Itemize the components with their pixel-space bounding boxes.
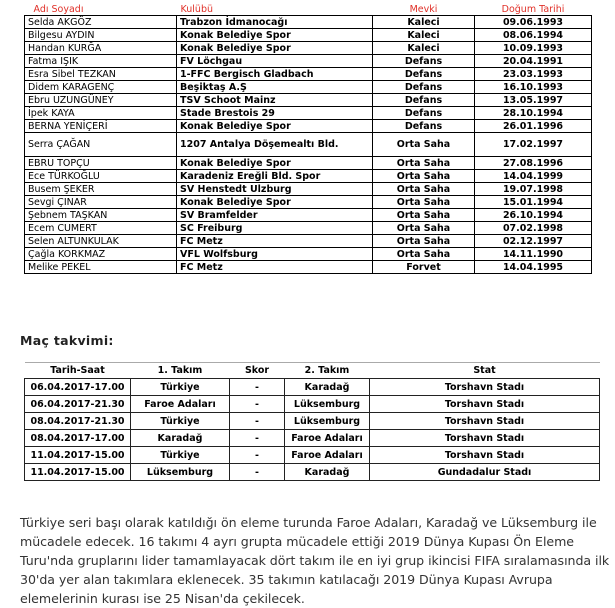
- player-club: SV Henstedt Ulzburg: [177, 183, 373, 196]
- fixture-venue: Torshavn Stadı: [370, 379, 600, 396]
- player-position: Defans: [373, 94, 475, 107]
- fixture-team2: Faroe Adaları: [285, 447, 370, 464]
- player-birth-date: 07.02.1998: [475, 222, 592, 235]
- player-birth-date: 14.04.1999: [475, 170, 592, 183]
- player-name: Serra ÇAĞAN: [25, 133, 177, 157]
- player-name: BERNA YENİÇERİ: [25, 120, 177, 133]
- header-team2: 2. Takım: [285, 363, 370, 379]
- fixture-team1: Lüksemburg: [131, 464, 230, 481]
- squad-row: [25, 107, 592, 120]
- fixture-team2: Lüksemburg: [285, 413, 370, 430]
- player-club: Konak Belediye Spor: [177, 29, 373, 42]
- fixture-team2: Faroe Adaları: [285, 430, 370, 447]
- player-position: Orta Saha: [373, 222, 475, 235]
- squad-row: [25, 133, 592, 157]
- player-name: Didem KARAGENÇ: [25, 81, 177, 94]
- squad-header-row: [25, 5, 592, 16]
- player-club: Konak Belediye Spor: [177, 157, 373, 170]
- player-name: Sevgi ÇINAR: [25, 196, 177, 209]
- player-club: FV Löchgau: [177, 55, 373, 68]
- player-club: 1207 Antalya Döşemealtı Bld.: [177, 133, 373, 157]
- player-birth-date: 14.04.1995: [475, 261, 592, 274]
- fixture-datetime: 11.04.2017-15.00: [25, 447, 131, 464]
- fixture-row: [25, 413, 600, 430]
- player-name: EBRU TOPÇU: [25, 157, 177, 170]
- squad-row: [25, 120, 592, 133]
- player-position: Defans: [373, 107, 475, 120]
- player-position: Kaleci: [373, 29, 475, 42]
- player-birth-date: 02.12.1997: [475, 235, 592, 248]
- squad-row: [25, 209, 592, 222]
- squad-row: [25, 94, 592, 107]
- player-club: Trabzon İdmanocağı: [177, 16, 373, 29]
- squad-row: [25, 222, 592, 235]
- player-position: Defans: [373, 55, 475, 68]
- article-paragraph: Türkiye seri başı olarak katıldığı ön eleme turunda Faroe Adaları, Karadağ ve Lüksemburg ile mücadele edecek. 16 takımı 4 ayrı grupta mücadele ettiği 2019 Dünya Kupası Ön Eleme Turu'nda gruplarını lider tamamlayacak dört takım ile en iyi grup ikincisi FIFA sıralamasında ilk 30'da yer alan takımlara eklenecek. 35 takımın katılacağı 2019 Dünya Kupası Avrupa elemelerinin kurası ise 25 Nisan'da çekilecek.: [20, 514, 610, 606]
- fixture-team2: Lüksemburg: [285, 396, 370, 413]
- fixtures-header-row: [25, 363, 600, 379]
- player-name: Melike PEKEL: [25, 261, 177, 274]
- player-name: Bilgesu AYDIN: [25, 29, 177, 42]
- fixture-venue: Torshavn Stadı: [370, 396, 600, 413]
- fixture-row: [25, 447, 600, 464]
- player-club: FC Metz: [177, 235, 373, 248]
- fixture-team1: Türkiye: [131, 379, 230, 396]
- player-birth-date: 16.10.1993: [475, 81, 592, 94]
- player-position: Kaleci: [373, 16, 475, 29]
- fixture-venue: Gundadalur Stadı: [370, 464, 600, 481]
- player-club: Konak Belediye Spor: [177, 196, 373, 209]
- player-birth-date: 20.04.1991: [475, 55, 592, 68]
- squad-row: [25, 170, 592, 183]
- player-club: Konak Belediye Spor: [177, 120, 373, 133]
- player-position: Defans: [373, 120, 475, 133]
- fixture-datetime: 06.04.2017-21.30: [25, 396, 131, 413]
- player-position: Defans: [373, 68, 475, 81]
- schedule-title: Maç takvimi:: [20, 333, 114, 348]
- fixture-team1: Türkiye: [131, 447, 230, 464]
- fixture-team2: Karadağ: [285, 379, 370, 396]
- player-birth-date: 23.03.1993: [475, 68, 592, 81]
- fixture-datetime: 08.04.2017-17.00: [25, 430, 131, 447]
- player-position: Kaleci: [373, 42, 475, 55]
- player-name: Ece TÜRKOĞLU: [25, 170, 177, 183]
- squad-row: [25, 42, 592, 55]
- player-birth-date: 13.05.1997: [475, 94, 592, 107]
- squad-row: [25, 183, 592, 196]
- fixture-score: -: [230, 464, 285, 481]
- fixture-venue: Torshavn Stadı: [370, 447, 600, 464]
- player-club: Beşiktaş A.Ş: [177, 81, 373, 94]
- squad-row: [25, 68, 592, 81]
- fixtures-table: [24, 362, 600, 481]
- player-birth-date: 28.10.1994: [475, 107, 592, 120]
- squad-table: [24, 5, 592, 274]
- player-birth-date: 26.10.1994: [475, 209, 592, 222]
- header-score: Skor: [230, 363, 285, 379]
- player-birth-date: 09.06.1993: [475, 16, 592, 29]
- header-position: Mevki: [409, 4, 438, 15]
- header-club: Kulübü: [180, 4, 213, 15]
- player-name: Esra Sibel TEZKAN: [25, 68, 177, 81]
- header-datetime: Tarih-Saat: [25, 363, 131, 379]
- player-name: İpek KAYA: [25, 107, 177, 120]
- player-birth-date: 17.02.1997: [475, 133, 592, 157]
- fixture-team1: Karadağ: [131, 430, 230, 447]
- fixture-team2: Karadağ: [285, 464, 370, 481]
- fixture-row: [25, 379, 600, 396]
- player-name: Handan KURĞA: [25, 42, 177, 55]
- player-name: Selda AKGÖZ: [25, 16, 177, 29]
- fixture-score: -: [230, 396, 285, 413]
- player-position: Orta Saha: [373, 209, 475, 222]
- player-birth-date: 26.01.1996: [475, 120, 592, 133]
- squad-row: [25, 55, 592, 68]
- player-name: Ebru UZUNGÜNEY: [25, 94, 177, 107]
- fixture-score: -: [230, 379, 285, 396]
- player-position: Orta Saha: [373, 248, 475, 261]
- header-birth-date: Doğum Tarihi: [501, 4, 565, 15]
- player-name: Selen ALTUNKULAK: [25, 235, 177, 248]
- squad-row: [25, 248, 592, 261]
- player-position: Orta Saha: [373, 157, 475, 170]
- player-birth-date: 10.09.1993: [475, 42, 592, 55]
- header-venue: Stat: [370, 363, 600, 379]
- player-position: Forvet: [373, 261, 475, 274]
- fixture-row: [25, 464, 600, 481]
- player-birth-date: 15.01.1994: [475, 196, 592, 209]
- squad-row: [25, 81, 592, 94]
- player-birth-date: 19.07.1998: [475, 183, 592, 196]
- player-name: Çağla KORKMAZ: [25, 248, 177, 261]
- player-club: SC Freiburg: [177, 222, 373, 235]
- player-position: Orta Saha: [373, 235, 475, 248]
- player-club: VFL Wolfsburg: [177, 248, 373, 261]
- player-club: Karadeniz Ereğli Bld. Spor: [177, 170, 373, 183]
- player-name: Ecem CUMERT: [25, 222, 177, 235]
- player-club: SV Bramfelder: [177, 209, 373, 222]
- player-birth-date: 14.11.1990: [475, 248, 592, 261]
- fixture-row: [25, 430, 600, 447]
- player-name: Busem ŞEKER: [25, 183, 177, 196]
- player-position: Orta Saha: [373, 170, 475, 183]
- player-birth-date: 08.06.1994: [475, 29, 592, 42]
- fixture-row: [25, 396, 600, 413]
- fixture-venue: Torshavn Stadı: [370, 413, 600, 430]
- squad-row: [25, 196, 592, 209]
- fixture-datetime: 08.04.2017-21.30: [25, 413, 131, 430]
- player-club: TSV Schoot Mainz: [177, 94, 373, 107]
- squad-row: [25, 16, 592, 29]
- player-name: Fatma IŞIK: [25, 55, 177, 68]
- player-club: FC Metz: [177, 261, 373, 274]
- fixture-score: -: [230, 413, 285, 430]
- player-birth-date: 27.08.1996: [475, 157, 592, 170]
- player-name: Şebnem TAŞKAN: [25, 209, 177, 222]
- squad-row: [25, 29, 592, 42]
- fixture-score: -: [230, 430, 285, 447]
- player-position: Orta Saha: [373, 133, 475, 157]
- player-club: 1-FFC Bergisch Gladbach: [177, 68, 373, 81]
- header-team1: 1. Takım: [131, 363, 230, 379]
- squad-row: [25, 157, 592, 170]
- squad-row: [25, 235, 592, 248]
- fixture-team1: Faroe Adaları: [131, 396, 230, 413]
- player-position: Orta Saha: [373, 196, 475, 209]
- player-club: Konak Belediye Spor: [177, 42, 373, 55]
- player-club: Stade Brestois 29: [177, 107, 373, 120]
- player-position: Orta Saha: [373, 183, 475, 196]
- fixture-team1: Türkiye: [131, 413, 230, 430]
- player-position: Defans: [373, 81, 475, 94]
- header-name: Adı Soyadı: [33, 4, 84, 15]
- fixture-datetime: 11.04.2017-15.00: [25, 464, 131, 481]
- fixture-venue: Torshavn Stadı: [370, 430, 600, 447]
- squad-row: [25, 261, 592, 274]
- fixture-score: -: [230, 447, 285, 464]
- fixture-datetime: 06.04.2017-17.00: [25, 379, 131, 396]
